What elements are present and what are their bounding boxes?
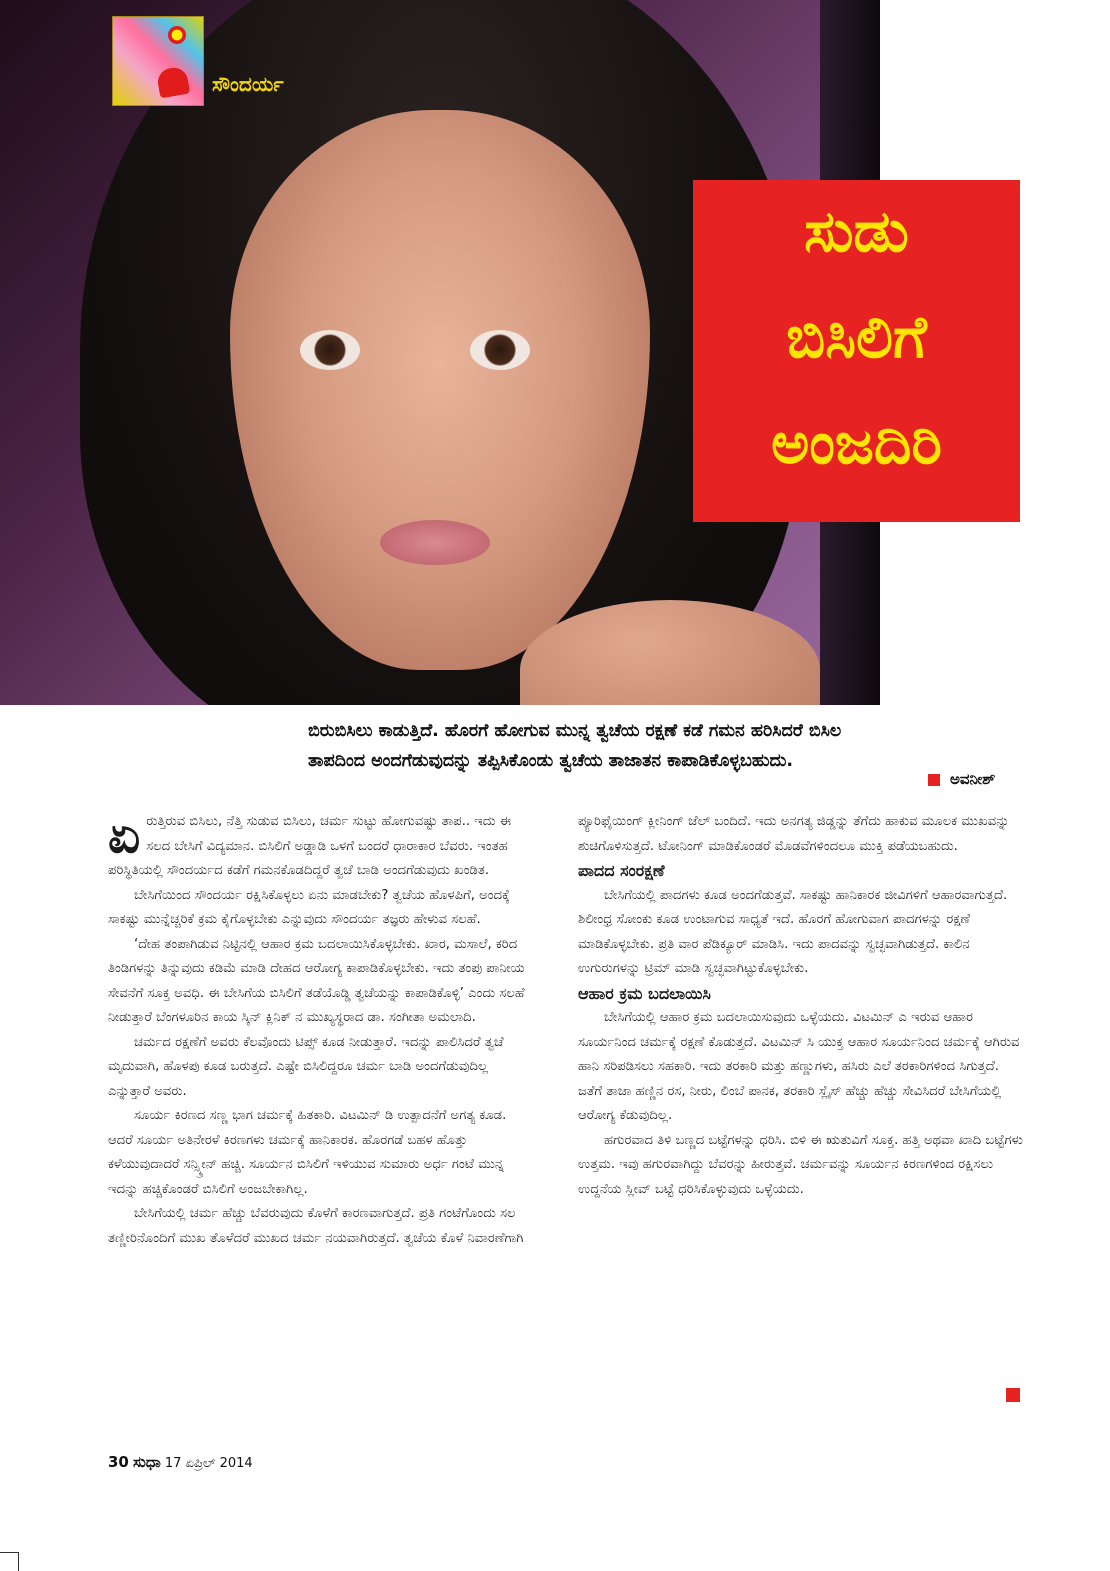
section-label: ಸೌಂದರ್ಯ <box>212 72 284 96</box>
deck-line-1: ಬಿರುಬಿಸಿಲು ಕಾಡುತ್ತಿದೆ. ಹೊರಗೆ ಹೋಗುವ ಮುನ್ನ ತ್ವಚೆಯ ರಕ್ಷಣೆ ಕಡೆ ಗಮನ ಹರಿಸಿದರೆ ಬಿಸಿಲ <box>308 721 842 741</box>
body-paragraph: ಚರ್ಮದ ರಕ್ಷಣೆಗೆ ಅವರು ಕೆಲವೊಂದು ಟಿಪ್ಸ್ ಕೂಡ ನೀಡುತ್ತಾರೆ. ಇದನ್ನು ಪಾಲಿಸಿದರೆ ತ್ವಚೆ ಮೃದುವಾಗಿ, ಹೊಳಪು ಕೂಡ ಬರುತ್ತದೆ. ಎಷ್ಟೇ ಬಿಸಿಲಿದ್ದರೂ ಚರ್ಮ ಬಾಡಿ ಅಂದಗೆಡುವುದಿಲ್ಲ ಎನ್ನುತ್ತಾರೆ ಅವರು. <box>108 1034 504 1099</box>
photo-right-eye <box>470 330 530 370</box>
byline-marker <box>928 774 940 786</box>
body-column-right <box>578 810 1023 1202</box>
deck-line-2: ತಾಪದಿಂದ ಅಂದಗೆಡುವುದನ್ನು ತಪ್ಪಿಸಿಕೊಂಡು ತ್ವಚೆಯ ತಾಜಾತನ ಕಾಪಾಡಿಕೊಳ್ಳಬಹುದು. <box>308 751 794 771</box>
magazine-name: ಸುಧಾ <box>133 1453 161 1471</box>
body-paragraph: ಬೇಸಿಗೆಯಲ್ಲಿ ಚರ್ಮ ಹೆಚ್ಚು ಬೆವರುವುದು ಕೊಳೆಗೆ ಕಾರಣವಾಗುತ್ತದೆ. ಪ್ರತಿ ಗಂಟೆಗೊಂದು ಸಲ ತಣ್ಣೀರಿನೊಂದಿಗೆ ಮುಖ ತೊಳೆದರೆ ಮುಖದ ಚರ್ಮ ನಯವಾಗಿರುತ್ತದೆ. ತ್ವಚೆಯ ಕೊಳೆ ನಿವಾರಣೆಗಾಗಿ <box>108 1206 524 1246</box>
subhead-feet-care: ಪಾದದ ಸಂರಕ್ಷಣೆ <box>578 861 665 880</box>
headline-line-2: ಬಿಸಿಲಿಗೆ <box>786 303 927 371</box>
heart-icon <box>156 66 190 99</box>
decorative-heart-pattern-icon <box>112 16 204 106</box>
photo-lips <box>380 520 490 565</box>
issue-date: 17 ಏಪ್ರಿಲ್ 2014 <box>164 1456 253 1471</box>
body-paragraph: ಹಗುರವಾದ ತಿಳಿ ಬಣ್ಣದ ಬಟ್ಟೆಗಳನ್ನು ಧರಿಸಿ. ಬಿಳಿ ಈ ಋತುವಿಗೆ ಸೂಕ್ತ. ಹತ್ತಿ ಅಥವಾ ಖಾದಿ ಬಟ್ಟೆಗಳು ಉತ್ತಮ. ಇವು ಹಗುರವಾಗಿದ್ದು ಬೆವರನ್ನು ಹೀರುತ್ತವೆ. ಚರ್ಮವನ್ನು ಸೂರ್ಯನ ಕಿರಣಗಳಿಂದ ರಕ್ಷಿಸಲು ಉದ್ದನೆಯ ಸ್ಲೀವ್ ಬಟ್ಟೆ ಧರಿಸಿಕೊಳ್ಳುವುದು ಒಳ್ಳೆಯದು. <box>578 1132 1023 1197</box>
body-paragraph: ‘ದೇಹ ತಂಪಾಗಿಡುವ ನಿಟ್ಟಿನಲ್ಲಿ ಆಹಾರ ಕ್ರಮ ಬದಲಾಯಿಸಿಕೊಳ್ಳಬೇಕು. ಖಾರ, ಮಸಾಲೆ, ಕರಿದ ತಿಂಡಿಗಳನ್ನು ತಿನ್ನುವುದು ಕಡಿಮೆ ಮಾಡಿ ದೇಹದ ಆರೋಗ್ಯ ಕಾಪಾಡಿಕೊಳ್ಳಬೇಕು. ಇದು ತಂಪು ಪಾನೀಯ ಸೇವನೆಗೆ ಸೂಕ್ತ ಅವಧಿ. ಈ ಬೇಸಿಗೆಯ ಬಿಸಿಲಿಗೆ ತಡೆಯೊಡ್ಡಿ ತ್ವಚೆಯನ್ನು ಕಾಪಾಡಿಕೊಳ್ಳಿ’ ಎಂದು ಸಲಹೆ ನೀಡುತ್ತಾರೆ ಬೆಂಗಳೂರಿನ ಕಾಯ ಸ್ಕಿನ್ ಕ್ಲಿನಿಕ್ ನ ಮುಖ್ಯಸ್ಥರಾದ ಡಾ. ಸಂಗೀತಾ ಅಮಲಾದಿ. <box>108 936 525 1025</box>
body-paragraph: ಬೇಸಿಗೆಯಲ್ಲಿ ಆಹಾರ ಕ್ರಮ ಬದಲಾಯಿಸುವುದು ಒಳ್ಳೆಯದು. ವಿಟಮಿನ್ ಎ ಇರುವ ಆಹಾರ ಸೂರ್ಯನಿಂದ ಚರ್ಮಕ್ಕೆ ರಕ್ಷಣೆ ಕೊಡುತ್ತದೆ. ವಿಟಮಿನ್ ಸಿ ಯುಕ್ತ ಆಹಾರ ಸೂರ್ಯನಿಂದ ಚರ್ಮಕ್ಕೆ ಆಗಿರುವ ಹಾನಿ ಸರಿಪಡಿಸಲು ಸಹಕಾರಿ. ಇದು ತರಕಾರಿ ಮತ್ತು ಹಣ್ಣುಗಳು, ಹಸಿರು ಎಲೆ ತರಕಾರಿಗಳಿಂದ ಸಿಗುತ್ತದೆ. ಜತೆಗೆ ತಾಜಾ ಹಣ್ಣಿನ ರಸ, ನೀರು, ಲಿಂಬೆ ಪಾನಕ, ತರಕಾರಿ ಸ್ಲೈಸ್ ಹೆಚ್ಚು ಹೆಚ್ಚು ಸೇವಿಸಿದರೆ ಬೇಸಿಗೆಯಲ್ಲಿ ಆರೋಗ್ಯ ಕೆಡುವುದಿಲ್ಲ. <box>578 1010 1020 1123</box>
body-paragraph: ಬೇಸಿಗೆಯಿಂದ ಸೌಂದರ್ಯ ರಕ್ಷಿಸಿಕೊಳ್ಳಲು ಏನು ಮಾಡಬೇಕು? ತ್ವಚೆಯ ಹೊಳಪಿಗೆ, ಅಂದಕ್ಕೆ ಸಾಕಷ್ಟು ಮುನ್ನೆಚ್ಚರಿಕೆ ಕ್ರಮ ಕೈಗೊಳ್ಳಬೇಕು ಎನ್ನುವುದು ಸೌಂದರ್ಯ ತಜ್ಞರು ಹೇಳುವ ಸಲಹೆ. <box>108 887 510 927</box>
sun-dot-icon <box>168 26 186 44</box>
body-paragraph: ಏರುತ್ತಿರುವ ಬಿಸಿಲು, ನೆತ್ತಿ ಸುಡುವ ಬಿಸಿಲು, ಚರ್ಮ ಸುಟ್ಟು ಹೋಗುವಷ್ಟು ತಾಪ.. ಇದು ಈ ಸಲದ ಬೇಸಿಗೆ ವಿದ್ಯಮಾನ. ಬಿಸಿಲಿಗೆ ಅಡ್ಡಾಡಿ ಒಳಗೆ ಬಂದರೆ ಧಾರಾಕಾರ ಬೆವರು. ಇಂತಹ ಪರಿಸ್ಥಿತಿಯಲ್ಲಿ ಸೌಂದರ್ಯದ ಕಡೆಗೆ ಗಮನಕೊಡದಿದ್ದರೆ ತ್ವಚೆ ಬಾಡಿ ಅಂದಗೆಡುವುದು ಖಂಡಿತ. <box>108 806 512 878</box>
byline: ಅವನೀಶ್ <box>950 770 996 788</box>
body-paragraph: ಪ್ಯೂರಿಫೈಯಿಂಗ್ ಕ್ಲೀನಿಂಗ್ ಜೆಲ್ ಬಂದಿದೆ. ಇದು ಅನಗತ್ಯ ಜಿಡ್ಡನ್ನು ತೆಗೆದು ಹಾಕುವ ಮೂಲಕ ಮುಖವನ್ನು ಶುಚಿಗೊಳಿಸುತ್ತದೆ. ಟೋನಿಂಗ್ ಮಾಡಿಕೊಂಡರೆ ಮೊಡವೆಗಳಿಂದಲೂ ಮುಕ್ತಿ ಪಡೆಯಬಹುದು. <box>578 814 1010 854</box>
body-paragraph: ಬೇಸಿಗೆಯಲ್ಲಿ ಪಾದಗಳು ಕೂಡ ಅಂದಗೆಡುತ್ತವೆ. ಸಾಕಷ್ಟು ಹಾನಿಕಾರಕ ಜೀವಿಗಳಿಗೆ ಆಹಾರವಾಗುತ್ತದೆ. ಶಿಲೀಂಧ್ರ ಸೋಂಕು ಕೂಡ ಉಂಟಾಗುವ ಸಾಧ್ಯತೆ ಇದೆ. ಹೊರಗೆ ಹೋಗುವಾಗ ಪಾದಗಳನ್ನು ರಕ್ಷಣೆ ಮಾಡಿಕೊಳ್ಳಬೇಕು. ಪ್ರತಿ ವಾರ ಪೆಡಿಕ್ಯೂರ್ ಮಾಡಿಸಿ. ಇದು ಪಾದವನ್ನು ಸ್ವಚ್ಛವಾಗಿಡುತ್ತದೆ. ಕಾಲಿನ ಉಗುರುಗಳನ್ನು ಟ್ರಿಮ್ ಮಾಡಿ ಸ್ವಚ್ಛವಾಗಿಟ್ಟುಕೊಳ್ಳಬೇಕು. <box>578 887 1008 976</box>
crop-mark <box>0 1552 19 1571</box>
headline-box <box>693 180 1020 522</box>
page-footer <box>108 1453 253 1471</box>
headline-line-1: ಸುಡು <box>804 197 909 265</box>
body-paragraph: ಸೂರ್ಯ ಕಿರಣದ ಸಣ್ಣ ಭಾಗ ಚರ್ಮಕ್ಕೆ ಹಿತಕಾರಿ. ವಿಟಮಿನ್ ಡಿ ಉತ್ಪಾದನೆಗೆ ಅಗತ್ಯ ಕೂಡ. ಆದರೆ ಸೂರ್ಯ ಅತಿನೇರಳೆ ಕಿರಣಗಳು ಚರ್ಮಕ್ಕೆ ಹಾನಿಕಾರಕ. ಹೊರಗಡೆ ಬಹಳ ಹೊತ್ತು ಕಳೆಯುವುದಾದರೆ ಸನ್ಸ್ಕ್ರೀನ್ ಹಚ್ಚಿ. ಸೂರ್ಯನ ಬಿಸಿಲಿಗೆ ಇಳಿಯುವ ಸುಮಾರು ಅರ್ಧ ಗಂಟೆ ಮುನ್ನ ಇದನ್ನು ಹಚ್ಚಿಕೊಂಡರೆ ಬಿಸಿಲಿಗೆ ಅಂಜಬೇಕಾಗಿಲ್ಲ. <box>108 1108 507 1197</box>
dropcap: ಏ <box>108 806 141 864</box>
photo-left-eye <box>300 330 360 370</box>
page-number: 30 <box>108 1453 129 1471</box>
body-column-left <box>108 806 528 1251</box>
end-of-article-marker <box>1006 1388 1020 1402</box>
article-deck <box>308 716 1028 776</box>
headline-line-3: ಅಂಜದಿರಿ <box>771 409 942 477</box>
subhead-diet: ಆಹಾರ ಕ್ರಮ ಬದಲಾಯಿಸಿ <box>578 983 711 1003</box>
